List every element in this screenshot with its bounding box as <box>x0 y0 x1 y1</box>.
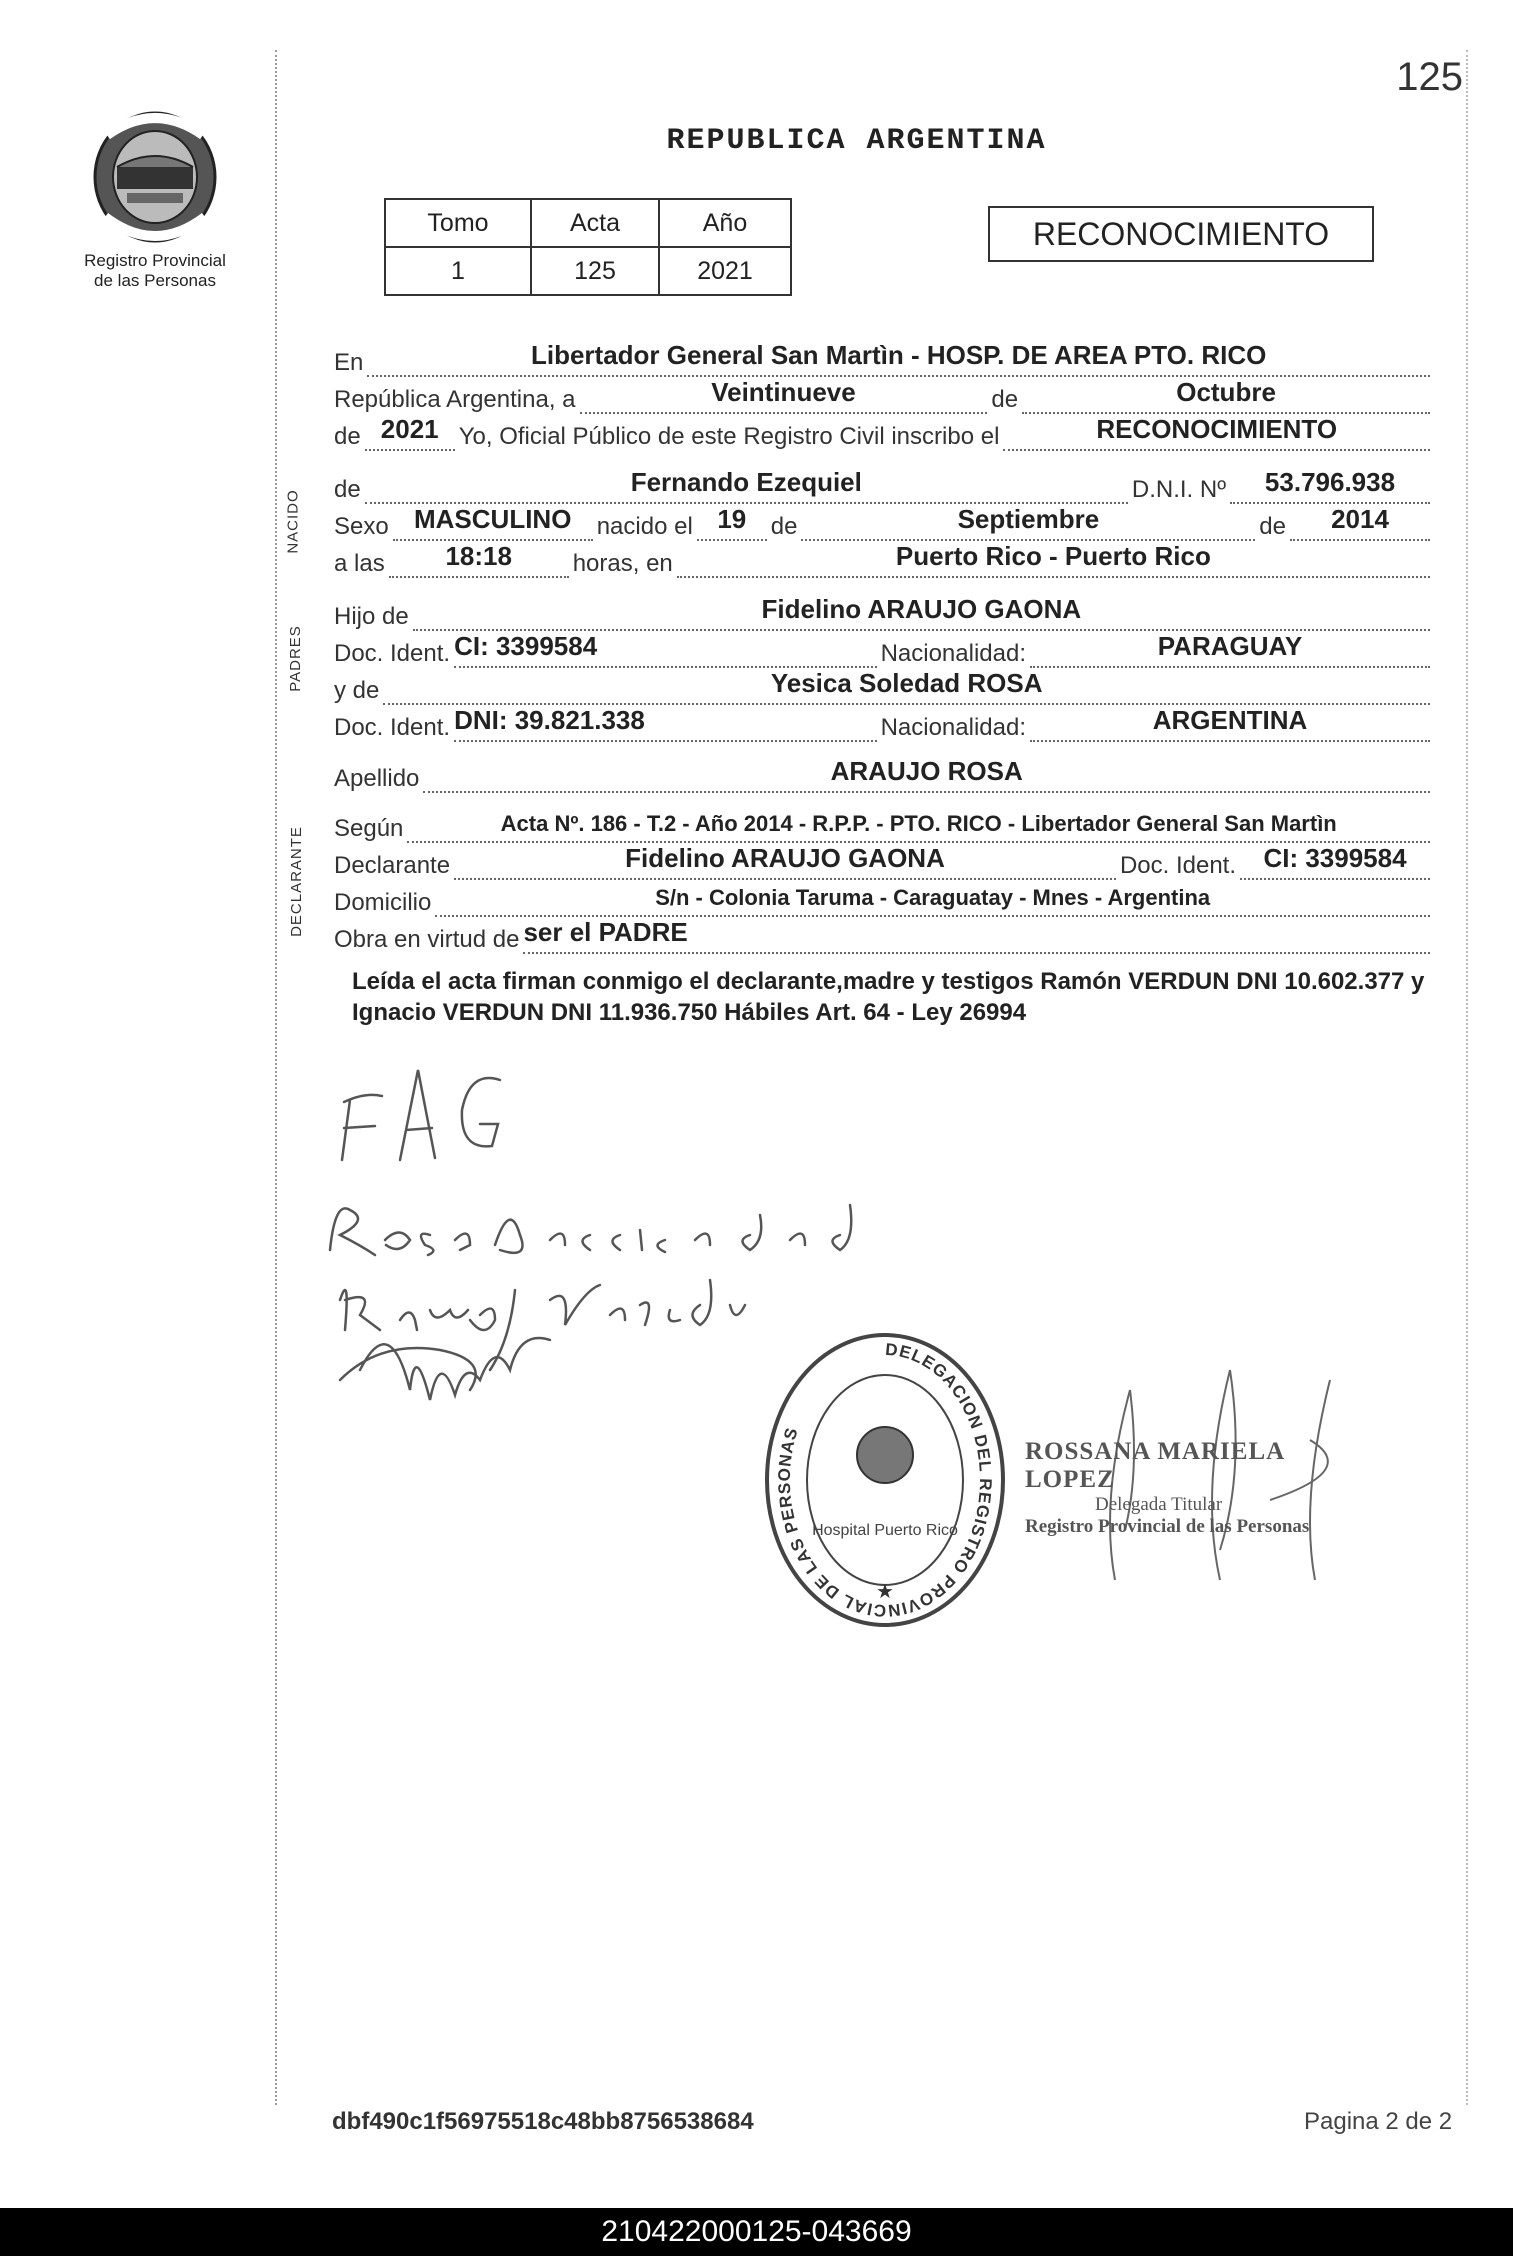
value-lugar: Libertador General San Martìn - HOSP. DE AREA PTO. RICO <box>530 340 1267 370</box>
label-de-mes-nac: de <box>770 513 798 540</box>
line-en <box>334 340 1434 377</box>
line-declarante <box>334 843 1434 880</box>
label-doc-ident-madre: Doc. Ident. <box>334 714 451 741</box>
label-dni: D.N.I. Nº <box>1131 476 1226 503</box>
fill-madre-nac <box>1030 705 1430 742</box>
label-doc-ident-declarante: Doc. Ident. <box>1119 852 1236 879</box>
value-mes: Octubre <box>1176 377 1276 407</box>
fill-declarante <box>454 843 1116 880</box>
label-republica: República Argentina, a <box>334 386 576 413</box>
document-hash: dbf490c1f56975518c48bb8756538684 <box>332 2108 754 2135</box>
registry-table <box>384 198 792 296</box>
value-acta: 125 <box>531 247 659 295</box>
line-obra <box>334 917 1434 954</box>
closing-statement: Leída el acta firman conmigo el declarante,madre y testigos Ramón VERDUN DNI 10.602.377 y Ignacio VERDUN DNI 11.936.750 Hábiles Art. 64 - Ley 26994 <box>352 968 1425 1026</box>
fill-hora <box>389 541 569 578</box>
fill-obra <box>523 917 1430 954</box>
value-madre-doc: DNI: 39.821.338 <box>454 705 645 735</box>
fill-mes <box>1022 377 1430 414</box>
header-anio: Año <box>659 199 791 247</box>
label-yo: Yo, Oficial Público de este Registro Civil inscribo el <box>458 423 1000 450</box>
header-tomo: Tomo <box>385 199 531 247</box>
value-declarante-doc: CI: 3399584 <box>1263 843 1407 873</box>
label-obra: Obra en virtud de <box>334 926 520 953</box>
fill-padre-doc <box>454 631 877 668</box>
fill-dni <box>1230 467 1430 504</box>
page-number: 125 <box>1396 55 1463 99</box>
svg-text:★: ★ <box>876 1581 894 1603</box>
right-margin-rule <box>1466 50 1468 2105</box>
value-anio: 2021 <box>380 414 439 444</box>
fill-lugar-nac <box>677 541 1430 578</box>
label-segun: Según <box>334 815 404 842</box>
document-title: REPUBLICA ARGENTINA <box>666 124 1047 158</box>
value-anio-nac: 2014 <box>1331 504 1389 534</box>
label-de: de <box>991 386 1019 413</box>
value-nombre: Fernando Ezequiel <box>630 467 862 497</box>
signature-rosa <box>330 1205 851 1255</box>
label-a-las: a las <box>334 550 385 577</box>
label-horas-en: horas, en <box>572 550 673 577</box>
label-de-anio: de <box>334 423 361 450</box>
line-domicilio <box>334 883 1434 917</box>
label-nacido-el: nacido el <box>596 513 693 540</box>
official-stamp-icon <box>760 1330 1010 1630</box>
side-label-nacido: NACIDO <box>284 489 302 554</box>
delegate-name: ROSSANA MARIELA LOPEZ <box>1025 1438 1284 1493</box>
stamp-inner-text: Hospital Puerto Rico <box>812 1522 958 1539</box>
side-label-padres: PADRES <box>286 625 304 692</box>
label-domicilio: Domicilio <box>334 889 432 916</box>
value-tipo: RECONOCIMIENTO <box>1096 414 1338 444</box>
left-margin-rule <box>275 50 277 2105</box>
line-hora <box>334 541 1434 578</box>
header-acta: Acta <box>531 199 659 247</box>
fill-declarante-doc <box>1240 843 1430 880</box>
label-doc-ident-padre: Doc. Ident. <box>334 640 451 667</box>
delegate-role: Delegada Titular <box>1095 1494 1223 1515</box>
fill-mes-nac <box>801 504 1255 541</box>
line-sexo <box>334 504 1434 541</box>
fill-anio-nac <box>1290 504 1430 541</box>
side-label-declarante: DECLARANTE <box>287 826 305 937</box>
line-apellido <box>334 756 1434 793</box>
value-padre-doc: CI: 3399584 <box>454 631 598 661</box>
fill-anio <box>365 414 455 451</box>
value-anio: 2021 <box>659 247 791 295</box>
line-padre <box>334 594 1434 631</box>
value-sexo: MASCULINO <box>413 504 572 534</box>
signature-fag <box>342 1095 382 1160</box>
line-nombre <box>334 467 1434 504</box>
fill-dia-nac <box>697 504 767 541</box>
value-apellido: ARAUJO ROSA <box>830 756 1023 786</box>
line-padre-doc <box>334 631 1434 668</box>
label-hijo-de: Hijo de <box>334 603 409 630</box>
value-dia-nac: 19 <box>717 504 747 534</box>
fill-tipo <box>1003 414 1430 451</box>
label-de-anio-nac: de <box>1259 513 1286 540</box>
page-of: Pagina 2 de 2 <box>1304 2108 1453 2135</box>
label-de-nombre: de <box>334 476 361 503</box>
value-dni: 53.796.938 <box>1264 467 1396 497</box>
value-madre-nac: ARGENTINA <box>1152 705 1308 735</box>
act-type-box: RECONOCIMIENTO <box>988 206 1374 262</box>
registry-caption <box>70 251 240 291</box>
fill-domicilio <box>435 885 1430 917</box>
label-sexo: Sexo <box>334 513 389 540</box>
value-segun: Acta Nº. 186 - T.2 - Año 2014 - R.P.P. - PTO. RICO - Libertador General San Martìn <box>500 811 1337 836</box>
fill-madre-doc <box>454 705 877 742</box>
value-obra: ser el PADRE <box>523 917 688 947</box>
fill-sexo <box>393 504 593 541</box>
fill-nombre <box>365 467 1128 504</box>
caption-line2: de las Personas <box>94 271 216 290</box>
stamp-ring-text: DELEGACION DEL REGISTRO PROVINCIAL DE LAS PERSONAS <box>774 1339 996 1621</box>
signature-verdun <box>340 1280 745 1370</box>
value-domicilio: S/n - Colonia Taruma - Caraguatay - Mnes - Argentina <box>655 885 1211 910</box>
line-madre-doc <box>334 705 1434 742</box>
fill-segun <box>407 811 1430 843</box>
fill-apellido <box>423 756 1430 793</box>
value-mes-nac: Septiembre <box>957 504 1100 534</box>
fill-lugar <box>367 340 1430 377</box>
label-en: En <box>334 349 364 376</box>
value-madre: Yesica Soledad ROSA <box>770 668 1043 698</box>
value-lugar-nac: Puerto Rico - Puerto Rico <box>895 541 1211 571</box>
line-fecha <box>334 377 1434 414</box>
value-dia: Veintinueve <box>711 377 856 407</box>
barcode-id: 210422000125-043669 <box>0 2208 1513 2256</box>
line-segun <box>334 809 1434 843</box>
value-padre-nac: PARAGUAY <box>1157 631 1303 661</box>
label-y-de: y de <box>334 677 380 704</box>
line-anio <box>334 414 1434 451</box>
value-hora: 18:18 <box>445 541 512 571</box>
value-tomo: 1 <box>385 247 531 295</box>
caption-line1: Registro Provincial <box>84 251 226 270</box>
value-declarante: Fidelino ARAUJO GAONA <box>625 843 945 873</box>
label-apellido: Apellido <box>334 765 420 792</box>
value-padre: Fidelino ARAUJO GAONA <box>761 594 1082 624</box>
label-declarante: Declarante <box>334 852 451 879</box>
delegate-block <box>1025 1438 1365 1538</box>
fill-padre-nac <box>1030 631 1430 668</box>
delegate-office: Registro Provincial de las Personas <box>1025 1516 1310 1537</box>
line-madre <box>334 668 1434 705</box>
signature-scribble <box>340 1338 550 1400</box>
fill-madre <box>383 668 1430 705</box>
fill-dia <box>580 377 988 414</box>
fill-padre <box>413 594 1430 631</box>
label-nacionalidad-padre: Nacionalidad: <box>880 640 1026 667</box>
label-nacionalidad-madre: Nacionalidad: <box>880 714 1026 741</box>
